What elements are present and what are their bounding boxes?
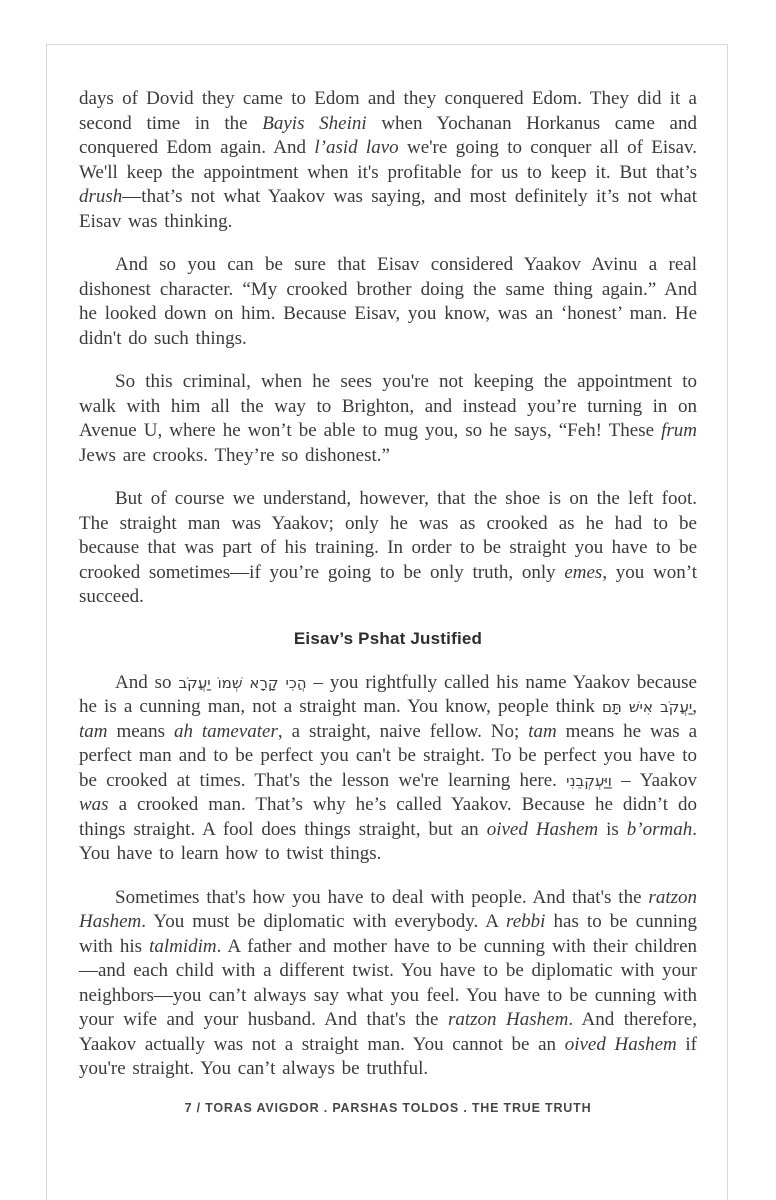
paragraph [79,671,697,867]
text-run: But of course we understand, however, that the shoe is on the left foot. The straight man was Yaakov; only he was as crooked as he had to be because that was part of his training. In order to be straight you have to be crooked sometimes—if you’re going to be only truth, only [79,488,697,583]
italic-term: ratzon Hashem [447,1009,569,1030]
italic-term: frum [661,420,697,441]
italic-term: tam [79,720,108,742]
text-run: means he was a perfect man and to be perfect you can't be straight. To be perfect you have to be crooked at times. That's the lesson we're learning here. [79,720,697,791]
text-run: , [692,696,697,717]
text-run: , you won’t succeed. [79,561,698,607]
text-run: is [598,818,627,840]
text-run: . And therefore, Yaakov actually was not a straight man. You cannot be an [79,1009,698,1055]
italic-term: was [79,794,109,815]
paragraph [79,487,697,610]
text-run: Jews are crooks. They’re so dishonest.” [79,444,390,466]
text-run: . You have to learn how to twist things. [79,818,697,864]
paragraph [79,87,697,234]
text-run: when Yochanan Horkanus came and conquered Edom again. And [79,112,697,158]
text-run: —that’s not what Yaakov was saying, and most definitely it’s not what Eisav was thinking. [79,186,697,232]
italic-term: talmidim [149,935,217,957]
section-heading: Eisav’s Pshat Justified [293,628,483,648]
italic-term: oived Hashem [564,1033,677,1055]
italic-term: oived Hashem [486,818,599,840]
italic-term: tam [528,720,557,742]
text-run: we're going to conquer all of Eisav. We'll keep the appointment when it's profitable for us to keep it. But that’s [79,137,697,183]
italic-term: l’asid lavo [314,137,399,158]
text-run: Sometimes that's how you have to deal with people. And that's the [115,886,649,908]
text-run: And so [115,671,179,693]
text-run: . You must be diplomatic with everybody. A [141,911,507,932]
italic-term: b’ormah [626,818,693,840]
italic-term: Bayis Sheini [262,112,367,134]
text-run: if you're straight. You can’t always be truthful. [79,1033,697,1079]
italic-term: ah tamevater [173,720,278,742]
hebrew-phrase: וַיַּעְקְבֵנִי [566,771,612,790]
italic-term: emes [564,561,603,583]
text-run: . A father and mother have to be cunning with their children—and each child with a different twist. You have to be diplomatic with your neighbors—you can’t always say what you feel. You have to be cunning with your wife and your husband. And that's the [79,935,697,1030]
text-run: And so you can be sure that Eisav considered Yaakov Avinu a real dishonest character. “My crooked brother doing the same thing again.” And he looked down on him. Because Eisav, you know, was an ‘honest’ man. He didn't do such things. [79,254,697,349]
text-run: days of Dovid they came to Edom and they conquered Edom. They did it a second time in the [79,88,697,134]
document-page [46,44,728,1200]
hebrew-phrase: הֲכִי קָרָא שְׁמוֹ יַעֲקֹב [178,673,307,692]
text-run: a crooked man. That’s why he’s called Yaakov. Because he didn’t do things straight. A fool does things straight, but an [79,794,697,840]
text-run: , a straight, naive fellow. No; [277,720,529,742]
text-run: – you rightfully called his name Yaakov because he is a cunning man, not a straight man. You know, people think [79,671,697,717]
hebrew-phrase: יַעֲקֹב אִישׁ תָּם [601,698,693,716]
text-run: So this criminal, when he sees you're not keeping the appointment to walk with him all the way to Brighton, and instead you’re turning in on Avenue U, where he won’t be able to mug you, so he says, “Feh! These [79,371,697,441]
text-run: has to be cunning with his [79,911,697,957]
text-run: means [107,720,174,742]
italic-term: drush [79,186,123,207]
italic-term: rebbi [506,911,546,932]
paragraph [79,886,697,1082]
paragraph [79,370,697,468]
italic-term: ratzon Hashem [79,886,697,932]
paragraph [79,253,697,351]
page-footer: 7 / TORAS AVIGDOR . PARSHAS TOLDOS . THE TRUE TRUTH [184,1100,592,1115]
text-run: – Yaakov [611,769,697,791]
document-body [79,87,697,1082]
